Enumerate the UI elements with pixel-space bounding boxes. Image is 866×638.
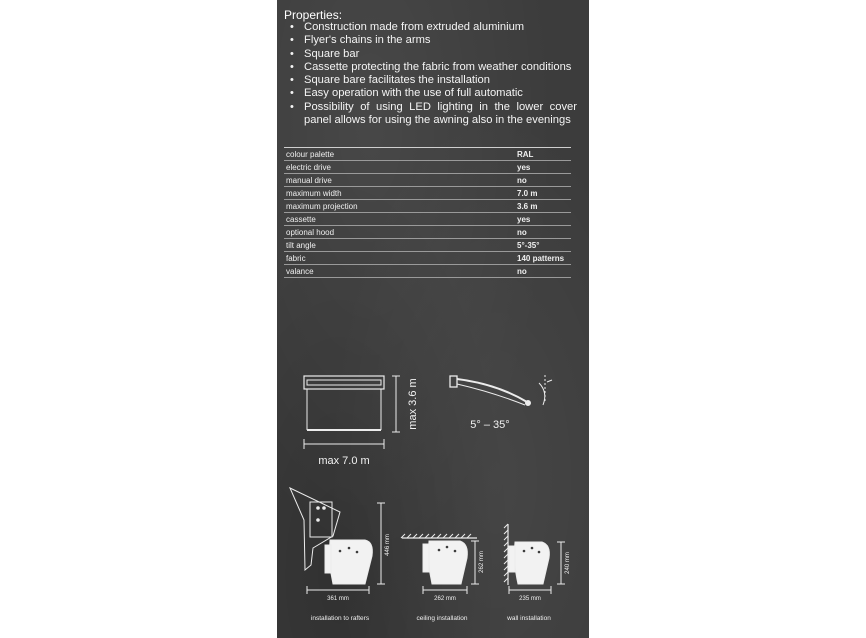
spec-label: maximum width xyxy=(284,187,515,200)
rafter-height-label: 446 mm xyxy=(385,534,391,556)
wall-width-label: 235 mm xyxy=(519,596,541,602)
front-view-drawing xyxy=(304,376,400,449)
max-projection-label: max 3.6 m xyxy=(407,378,419,430)
property-item: • Easy operation with the use of full automatic xyxy=(287,87,577,100)
spec-label: optional hood xyxy=(284,226,515,239)
property-item: • Flyer's chains in the arms xyxy=(287,34,577,47)
product-info-panel xyxy=(277,0,589,638)
rafter-width-label: 361 mm xyxy=(327,596,349,602)
ceiling-width-label: 262 mm xyxy=(434,596,456,602)
spec-value: 3.6 m xyxy=(515,200,571,213)
spec-value: yes xyxy=(515,161,571,174)
spec-label: cassette xyxy=(284,213,515,226)
rafter-installation-caption: installation to rafters xyxy=(310,615,370,622)
spec-label: fabric xyxy=(284,252,515,265)
ceiling-height-label: 262 mm xyxy=(479,551,485,573)
spec-value: 5°-35° xyxy=(515,239,571,252)
spec-value: yes xyxy=(515,213,571,226)
spec-label: valance xyxy=(284,265,515,278)
wall-installation-caption: wall installation xyxy=(507,615,551,622)
spec-value: RAL xyxy=(515,148,571,161)
property-item: • Square bare facilitates the installation xyxy=(287,74,577,87)
tilt-angle-drawing xyxy=(450,375,552,406)
spec-label: manual drive xyxy=(284,174,515,187)
spec-value: 140 patterns xyxy=(515,252,571,265)
spec-value: 7.0 m xyxy=(515,187,571,200)
spec-value: no xyxy=(515,265,571,278)
spec-label: tilt angle xyxy=(284,239,515,252)
spec-label: colour palette xyxy=(284,148,515,161)
ceiling-installation-drawing xyxy=(401,534,479,594)
properties-title: Properties: xyxy=(284,8,343,22)
property-item: • Possibility of using LED lighting in the lower cover panel allows for using the awning also in the evenings xyxy=(287,101,577,128)
rafter-installation-drawing xyxy=(290,488,385,594)
spec-value: no xyxy=(515,226,571,239)
property-item: • Construction made from extruded aluminium xyxy=(287,21,577,34)
max-width-label: max 7.0 m xyxy=(318,455,370,467)
tilt-angle-label: 5° – 35° xyxy=(470,419,510,431)
spec-label: electric drive xyxy=(284,161,515,174)
property-item: • Cassette protecting the fabric from weather conditions xyxy=(287,61,577,74)
spec-label: maximum projection xyxy=(284,200,515,213)
spec-value: no xyxy=(515,174,571,187)
wall-installation-drawing xyxy=(504,524,565,594)
ceiling-installation-caption: ceiling installation xyxy=(416,615,468,622)
wall-height-label: 240 mm xyxy=(565,552,571,574)
technical-drawings xyxy=(277,0,589,638)
property-item: • Square bar xyxy=(287,48,577,61)
